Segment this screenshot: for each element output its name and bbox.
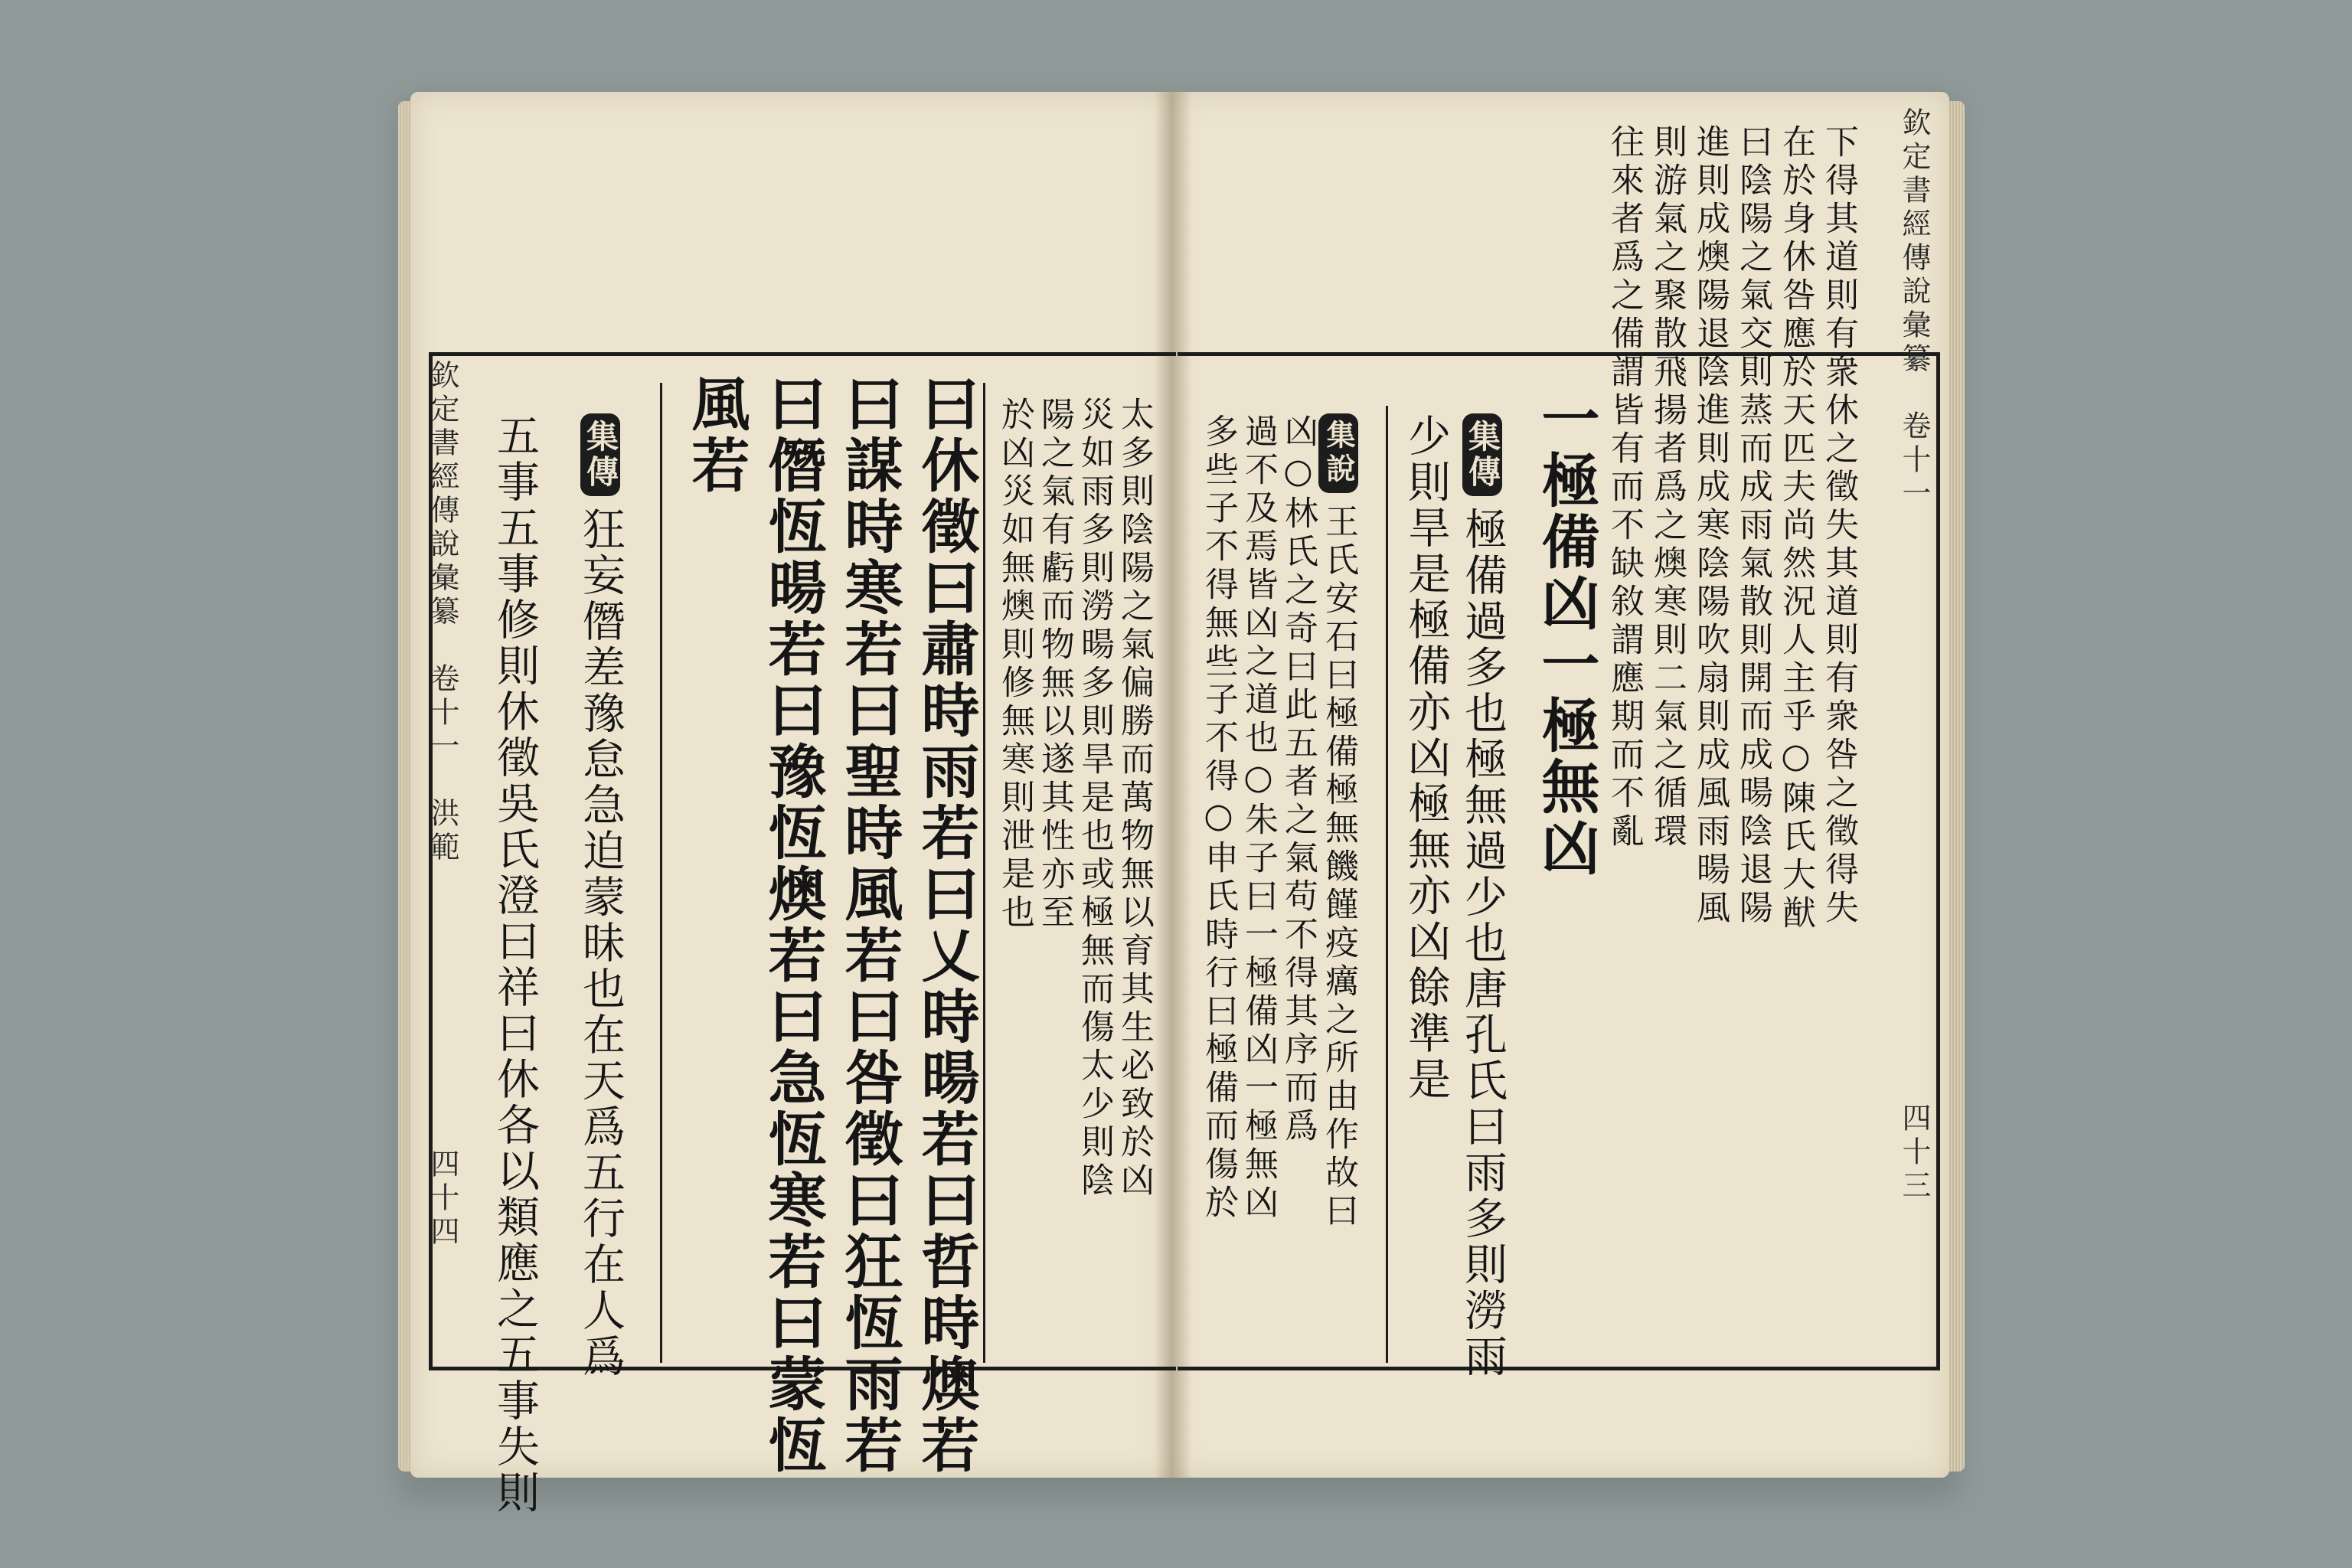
- right-jizhuan-text-1: 極備過多也極無過少也唐孔氏曰雨多則澇雨: [1458, 507, 1508, 1380]
- right-margin-header: 欽定書經傳說彙纂 卷十一: [1897, 107, 1931, 511]
- left-jishuo-col-1: 太多則陰陽之氣偏勝而萬物無以育其生必致於凶: [1115, 397, 1154, 1200]
- jishuo-badge: 集說: [1318, 413, 1358, 493]
- left-main-col-2: 曰謀時寒若曰聖時風若曰咎徵曰狂恆雨若: [835, 374, 903, 1476]
- right-main-text: 一極備凶一極無凶: [1532, 389, 1600, 879]
- left-margin-header: 欽定書經傳說彙纂 卷十一 洪範: [426, 360, 459, 865]
- right-jishuo-col-4: 多些子不得無些子不得○申氏時行曰極備而傷於: [1199, 413, 1238, 1223]
- right-jishuo-text-1: 王氏安石曰極備極無饑饉疫癘之所由作故曰: [1319, 504, 1358, 1231]
- left-main-col-1: 曰休徵曰肅時雨若曰乂時暘若曰哲時燠若: [912, 374, 980, 1476]
- right-column-divider: [1386, 406, 1388, 1363]
- right-top-col-5: 則游氣之聚散飛揚者爲之燠寒則二氣之循環: [1648, 124, 1687, 851]
- left-jizhuan-col-1: [576, 413, 625, 1380]
- left-jishuo-col-3: 陽之氣有虧而物無以遂其性亦至: [1035, 397, 1074, 933]
- left-column-divider-2: [660, 383, 662, 1363]
- left-jizhuan-text-1: 狂妄僭差豫怠急迫蒙昧也在天爲五行在人爲: [576, 507, 626, 1380]
- left-main-col-4: 風若: [682, 374, 750, 496]
- right-top-col-1: 下得其道則有衆休之徵失其道則有衆咎之徵得失: [1819, 124, 1858, 928]
- right-top-col-6: 往來者爲之備謂皆有而不缺敘謂應期而不亂: [1605, 124, 1644, 851]
- jizhuan-badge-left: 集傳: [580, 413, 620, 496]
- left-column-divider: [983, 383, 985, 1363]
- right-margin-page-number: 四十三: [1897, 1102, 1931, 1204]
- left-margin-page-number: 四十四: [426, 1148, 459, 1250]
- left-jishuo-col-4: 於凶災如無燠則修無寒則泄是也: [995, 397, 1034, 933]
- right-top-col-4: 進則成燠陽退陰進則成寒陰陽吹扇則成風雨暘風: [1690, 124, 1730, 928]
- right-jizhuan-col-2: 少則旱是極備亦凶極無亦凶餘準是: [1401, 413, 1451, 1102]
- right-top-col-3: 曰陰陽之氣交則蒸而成雨氣散則開而成暘陰退陽: [1733, 124, 1772, 928]
- jizhuan-badge: 集傳: [1462, 413, 1502, 496]
- left-jizhuan-col-2: 五事五事修則休徵吳氏澄曰祥曰休各以類應之五事失則: [490, 413, 540, 1516]
- right-jishuo-col-1: [1318, 413, 1358, 1231]
- right-top-col-2: 在於身休咎應於天匹夫尚然況人主乎○陳氏大猷: [1776, 124, 1815, 933]
- left-main-col-3: 曰僭恆暘若曰豫恆燠若曰急恆寒若曰蒙恆: [759, 374, 827, 1476]
- right-jizhuan-col-1: [1458, 413, 1507, 1380]
- right-jishuo-col-3: 過不及焉皆凶之道也○朱子曰一極備凶一極無凶: [1239, 413, 1278, 1223]
- left-jishuo-col-2: 災如雨多則澇暘多則旱是也或極無而傷太少則陰: [1075, 397, 1114, 1200]
- right-jishuo-col-2: 凶○林氏之奇曰此五者之氣苟不得其序而爲: [1279, 413, 1318, 1146]
